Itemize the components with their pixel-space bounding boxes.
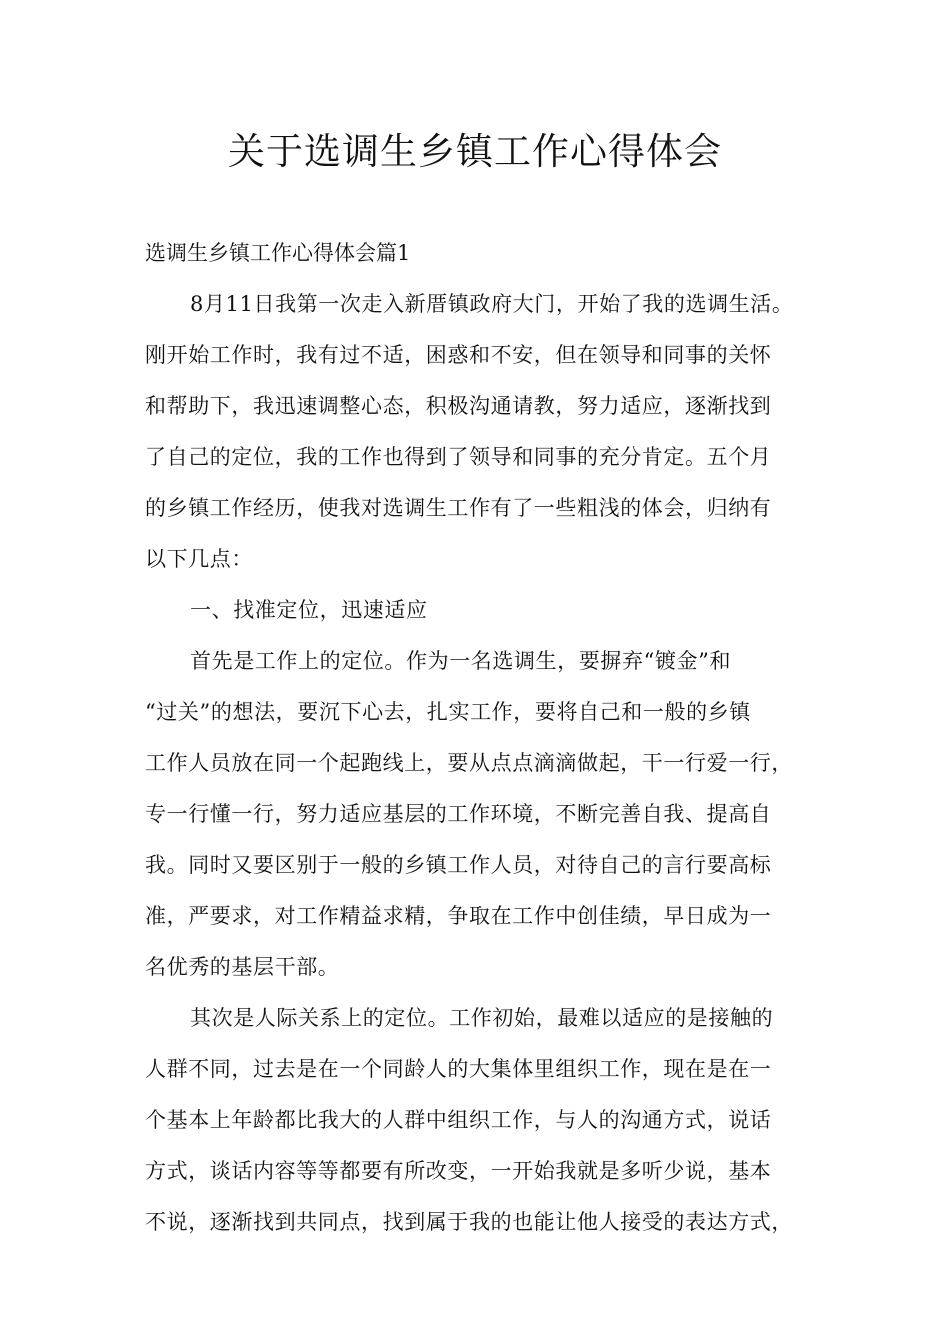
text-line: 8月11日我第一次走入新厝镇政府大门，开始了我的选调生活。 bbox=[190, 292, 794, 316]
text-line: 了自己的定位，我的工作也得到了领导和同事的充分肯定。五个月 bbox=[145, 445, 772, 469]
text-line: 我。同时又要区别于一般的乡镇工作人员，对待自己的言行要高标 bbox=[145, 853, 772, 877]
text-line: 个基本上年龄都比我大的人群中组织工作，与人的沟通方式，说话 bbox=[145, 1108, 772, 1132]
section-subheading: 一、找准定位，迅速适应 bbox=[190, 598, 428, 622]
document-title: 关于选调生乡镇工作心得体会 bbox=[228, 130, 722, 173]
text-line: 准，严要求，对工作精益求精，争取在工作中创佳绩，早日成为一 bbox=[145, 904, 772, 928]
text-line: 方式，谈话内容等等都要有所改变，一开始我就是多听少说，基本 bbox=[145, 1159, 772, 1183]
text-line: “过关”的想法，要沉下心去，扎实工作，要将自己和一般的乡镇 bbox=[145, 700, 751, 724]
text-line: 刚开始工作时，我有过不适，困惑和不安，但在领导和同事的关怀 bbox=[145, 343, 772, 367]
text-line: 的乡镇工作经历，使我对选调生工作有了一些粗浅的体会，归纳有 bbox=[145, 496, 772, 520]
text-line: 名优秀的基层干部。 bbox=[145, 955, 340, 979]
text-line: 人群不同，过去是在一个同龄人的大集体里组织工作，现在是在一 bbox=[145, 1057, 772, 1081]
section-heading: 选调生乡镇工作心得体会篇1 bbox=[145, 241, 411, 265]
text-line: 工作人员放在同一个起跑线上，要从点点滴滴做起，干一行爱一行， bbox=[145, 751, 793, 775]
text-line: 不说，逐渐找到共同点，找到属于我的也能让他人接受的表达方式， bbox=[145, 1210, 793, 1234]
text-line: 首先是工作上的定位。作为一名选调生，要摒弃“镀金”和 bbox=[190, 649, 732, 673]
text-line: 其次是人际关系上的定位。工作初始，最难以适应的是接触的 bbox=[190, 1006, 774, 1030]
text-line: 专一行懂一行，努力适应基层的工作环境，不断完善自我、提高自 bbox=[145, 802, 772, 826]
text-line: 以下几点： bbox=[145, 547, 253, 571]
text-line: 和帮助下，我迅速调整心态，积极沟通请教，努力适应，逐渐找到 bbox=[145, 394, 772, 418]
